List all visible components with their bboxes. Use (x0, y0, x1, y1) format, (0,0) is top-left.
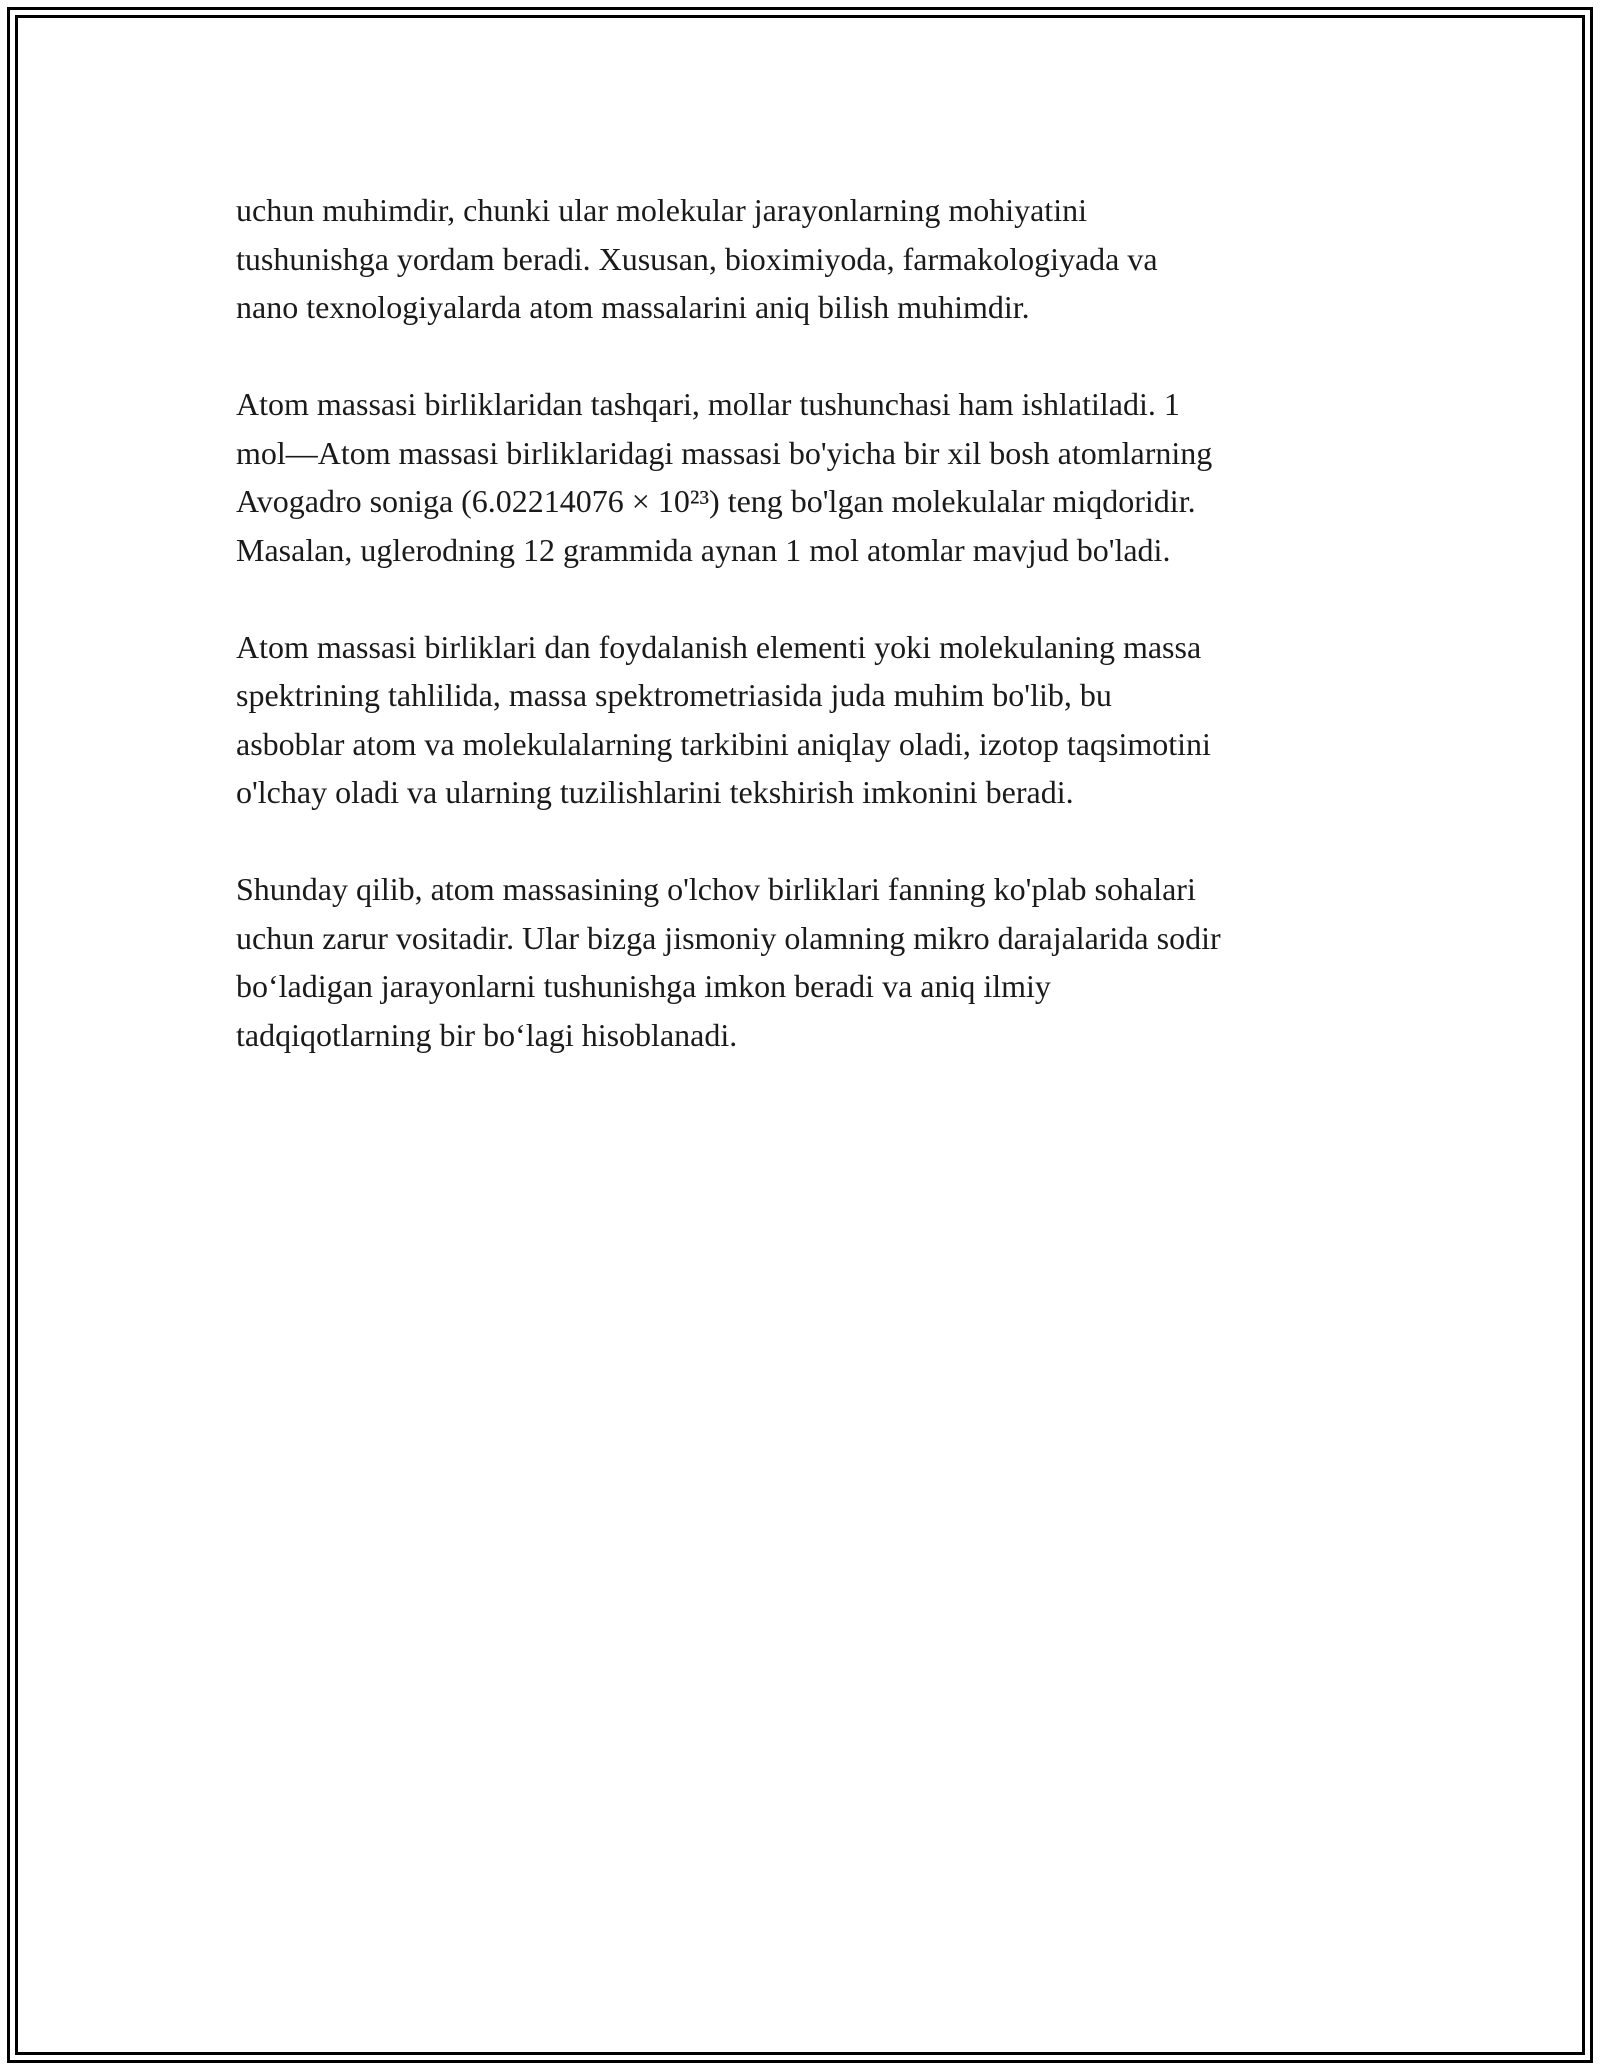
text-line: Avogadro soniga (6.02214076 × 10²³) teng bo'lgan molekulalar miqdoridir. (236, 483, 1196, 519)
text-line: asboblar atom va molekulalarning tarkibini aniqlay oladi, izotop taqsimotini (236, 725, 1211, 762)
text-line: uchun muhimdir, chunki ular molekular jarayonlarning mohiyatini (236, 192, 1087, 228)
document-body (236, 186, 1376, 1108)
text-line: tadqiqotlarning bir bo‘lagi hisoblanadi. (236, 1016, 738, 1053)
text-line: nano texnologiyalarda atom massalarini aniq bilish muhimdir. (236, 289, 1030, 325)
paragraph-1 (236, 186, 1376, 332)
text-line: Shunday qilib, atom massasining o'lchov birliklari fanning ko'plab sohalari (236, 871, 1196, 907)
text-line: Atom massasi birliklaridan tashqari, mollar tushunchasi ham ishlatiladi. 1 (236, 386, 1180, 422)
text-line: Masalan, uglerodning 12 grammida aynan 1 mol atomlar mavjud bo'ladi. (236, 531, 1171, 568)
text-line: tushunishga yordam beradi. Xususan, bioximiyoda, farmakologiyada va (236, 240, 1158, 277)
text-line: uchun zarur vositadir. Ular bizga jismoniy olamning mikro darajalarida sodir (236, 919, 1221, 956)
paragraph-2 (236, 380, 1376, 574)
text-line: o'lchay oladi va ularning tuzilishlarini tekshirish imkonini beradi. (236, 774, 1074, 810)
text-line: spektrining tahlilida, massa spektrometriasida juda muhim bo'lib, bu (236, 677, 1112, 713)
text-line: bo‘ladigan jarayonlarni tushunishga imkon beradi va aniq ilmiy (236, 968, 1051, 1004)
text-line: Atom massasi birliklari dan foydalanish elementi yoki molekulaning massa (236, 628, 1202, 665)
paragraph-3 (236, 623, 1376, 817)
paragraph-4 (236, 865, 1376, 1059)
text-line: mol—Atom massasi birliklaridagi massasi bo'yicha bir xil bosh atomlarning (236, 434, 1213, 471)
